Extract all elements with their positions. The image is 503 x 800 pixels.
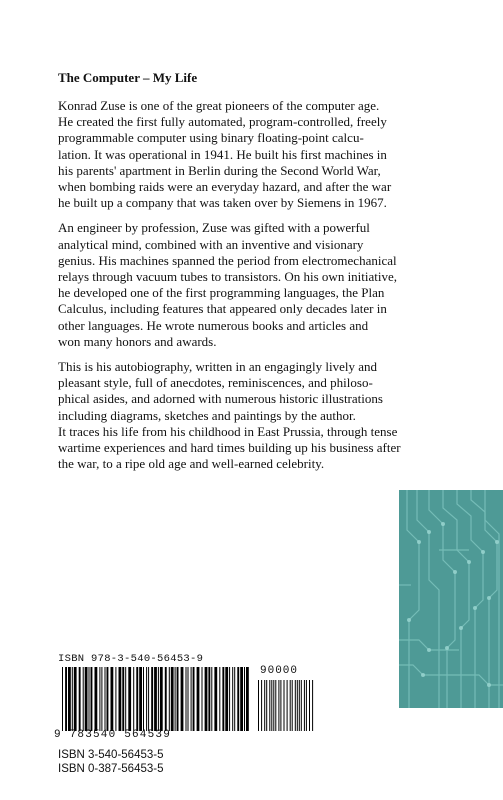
barcode-bar [68, 667, 71, 731]
barcode-bar [191, 667, 192, 731]
text-line: he built up a company that was taken over by Siemens in 1967. [58, 195, 387, 211]
barcode-bar [299, 680, 300, 731]
barcode-bar [273, 680, 274, 731]
addon-barcode [258, 680, 316, 731]
barcode-bar [258, 680, 259, 731]
text-line: phical asides, and adorned with numerous historic illustrations [58, 391, 383, 407]
barcode-bar [275, 680, 276, 731]
barcode-bar [177, 667, 179, 731]
blurb-paragraph-3 [58, 359, 468, 472]
barcode-bar [65, 667, 67, 731]
barcode-bar [306, 680, 307, 731]
barcode-bar [143, 667, 144, 731]
barcode-bar [111, 667, 114, 731]
addon-digits: 90000 [260, 665, 299, 677]
barcode-bar [169, 667, 170, 731]
text-line: the war, to a ripe old age and well-earned celebrity. [58, 456, 325, 472]
barcode-bar [222, 667, 224, 731]
isbn-list [58, 749, 163, 776]
barcode-bar [89, 667, 90, 731]
barcode-bar [72, 667, 73, 731]
barcode-bar [269, 680, 270, 731]
book-title: The Computer – My Life [58, 70, 198, 85]
barcode-bar [148, 667, 149, 731]
barcode-bar [290, 680, 291, 731]
text-line: This is his autobiography, written in an engagingly lively and [58, 359, 378, 375]
text-line: It traces his life from his childhood in East Prussia, through tense [58, 423, 398, 439]
barcode-bar [99, 667, 100, 731]
barcode-bar [304, 680, 305, 731]
isbn-10-label: ISBN 0-387-56453-5 [58, 762, 164, 775]
text-line: An engineer by profession, Zuse was gifted with a powerful [58, 220, 370, 236]
barcode-bar [160, 667, 163, 731]
barcode-bar [119, 667, 122, 731]
text-line: he developed one of the first programming languages, the Plan [58, 285, 385, 301]
barcode-bar [193, 667, 195, 731]
barcode-bar [105, 667, 106, 731]
barcode-bar [234, 667, 235, 731]
barcode-bar [237, 667, 239, 731]
barcode-bar [146, 667, 147, 731]
ean-barcode [62, 667, 250, 731]
barcode-bar [171, 667, 174, 731]
barcode-bar [74, 667, 77, 731]
text-line: including diagrams, sketches and paintings by the author. [58, 407, 356, 423]
barcode-bar [295, 680, 296, 731]
barcode-bar [128, 667, 131, 731]
barcode-bar [225, 667, 228, 731]
circuit-traces [399, 490, 503, 708]
barcode-bar [244, 667, 245, 731]
barcode-bar [101, 667, 102, 731]
barcode-bar [246, 667, 249, 731]
barcode-bar [165, 667, 167, 731]
barcode-bar [284, 680, 285, 731]
barcode-bar [205, 667, 208, 731]
barcode-bar [107, 667, 109, 731]
barcode-bar [62, 667, 63, 731]
barcode-bar [91, 667, 93, 731]
barcode-bar [278, 680, 279, 731]
barcode-bar [202, 667, 203, 731]
blurb-paragraph-1 [58, 98, 468, 211]
barcode-bar [95, 667, 98, 731]
barcode-digits: 9 783540 564539 [54, 729, 172, 741]
barcode-bar [197, 667, 200, 731]
barcode-bar [309, 680, 310, 731]
barcode-bar [151, 667, 153, 731]
isbn-13-label: ISBN 978-3-540-56453-9 [58, 653, 204, 665]
barcode-bar [214, 667, 217, 731]
blurb [58, 98, 468, 481]
text-line: wartime experiences and hard times building up his business after [58, 440, 401, 456]
text-line: Konrad Zuse is one of the great pioneers of the computer age. [58, 98, 380, 113]
blurb-paragraph-2 [58, 220, 468, 350]
barcode-bar [188, 667, 189, 731]
barcode-bar [139, 667, 142, 731]
text-line: programmable computer using binary floating-point calcu- [58, 130, 364, 146]
text-line: He created the first fully automated, program-controlled, freely [58, 114, 387, 130]
text-line: genius. His machines spanned the period from electromechanical [58, 252, 397, 268]
barcode-bar [208, 667, 210, 731]
circuit-board-image [399, 490, 503, 708]
barcode-bar [312, 680, 313, 731]
barcode-bar [297, 680, 298, 731]
barcode-bar [266, 680, 267, 731]
barcode-bar [292, 680, 293, 731]
barcode-bar [79, 667, 81, 731]
barcode-bar [85, 667, 88, 731]
text-line: Calculus, including features that appeared only decades later in [58, 301, 387, 317]
barcode-bar [186, 667, 187, 731]
barcode-bar [232, 667, 233, 731]
barcode-bar [83, 667, 84, 731]
text-line: when bombing raids were an everyday hazard, and after the war [58, 179, 392, 195]
barcode-bar [264, 680, 265, 731]
barcode-bar [301, 680, 302, 731]
barcode-bar [280, 680, 281, 731]
barcode-bar [175, 667, 176, 731]
barcode-bar [115, 667, 116, 731]
barcode-bar [271, 680, 272, 731]
barcode-bar [122, 667, 124, 731]
isbn-10-label: ISBN 3-540-56453-5 [58, 749, 164, 761]
barcode-bar [133, 667, 134, 731]
barcode-bar [211, 667, 212, 731]
text-line: analytical mind, combined with an inventive and visionary [58, 236, 364, 252]
text-line: pleasant style, full of anecdotes, reminiscences, and philoso- [58, 375, 373, 391]
barcode-bar [154, 667, 157, 731]
barcode-bar [287, 680, 288, 731]
barcode-bar [219, 667, 220, 731]
barcode-bar [125, 667, 126, 731]
text-line: his parents' apartment in Berlin during the Second World War, [58, 162, 381, 178]
barcode-bar [181, 667, 184, 731]
barcode-bar [240, 667, 243, 731]
barcode-bar [261, 680, 262, 731]
text-line: lation. It was operational in 1941. He built his first machines in [58, 146, 387, 162]
barcode-bar [158, 667, 159, 731]
text-line: won many honors and awards. [58, 333, 217, 349]
barcode-bar [136, 667, 138, 731]
text-line: other languages. He wrote numerous books and articles and [58, 317, 369, 333]
text-line: relays through vacuum tubes to transistors. On his own initiative, [58, 269, 398, 285]
barcode-bar [229, 667, 230, 731]
